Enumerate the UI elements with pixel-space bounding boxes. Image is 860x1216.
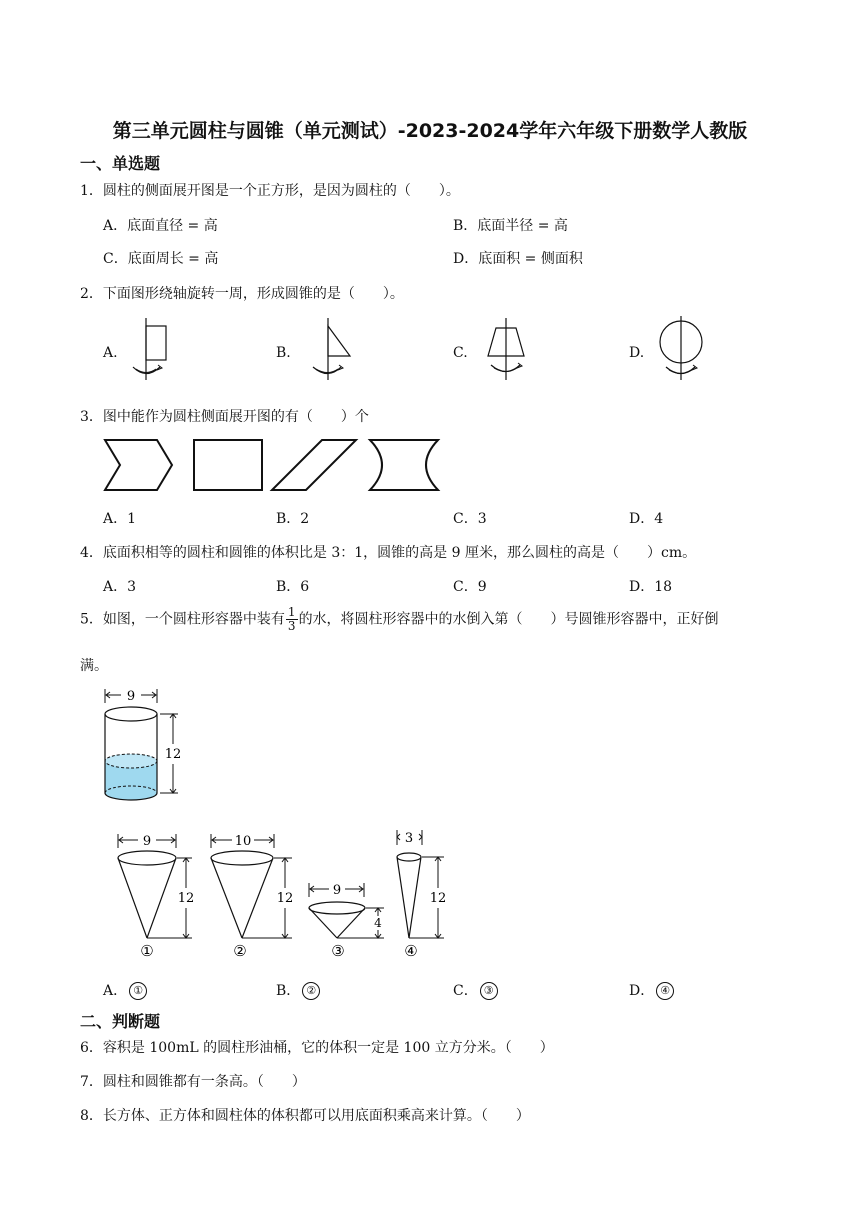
question-1-option-a: A．底面直径 = 高 bbox=[103, 218, 218, 234]
rectangle-rotation-figure bbox=[128, 316, 178, 384]
question-2-option-c: C. bbox=[453, 345, 468, 361]
cylinder-height-label: 12 bbox=[164, 747, 182, 762]
net-shapes-figure bbox=[100, 437, 445, 495]
cone-3 bbox=[309, 883, 384, 960]
question-2-option-d: D. bbox=[629, 345, 645, 361]
cone-2-number: ② bbox=[233, 942, 247, 960]
question-4-option-a: A．3 bbox=[103, 579, 137, 595]
question-6-stem: 6．容积是 100mL 的圆柱形油桶，它的体积一定是 100 立方分米。（ ） bbox=[80, 1040, 554, 1056]
question-3-option-d: D．4 bbox=[629, 511, 664, 527]
cone-4-height-label: 12 bbox=[429, 891, 447, 906]
cone-4-number: ④ bbox=[404, 942, 418, 960]
option-c-circle-number: ③ bbox=[480, 982, 498, 1000]
cone-1-number: ① bbox=[140, 942, 154, 960]
question-3-option-c: C．3 bbox=[453, 511, 487, 527]
question-1-option-b: B．底面半径 = 高 bbox=[453, 218, 568, 234]
circle-rotation-figure bbox=[654, 314, 714, 384]
cylinder-diameter-label: 9 bbox=[126, 689, 136, 704]
page-title: 第三单元圆柱与圆锥（单元测试）-2023-2024学年六年级下册数学人教版 bbox=[112, 120, 748, 142]
question-5-stem: 5．如图，一个圆柱形容器中装有 $\frac{1}{3}$ 的水，将圆柱形容器中的水倒入第（ ）号圆锥形容器中，正好倒 bbox=[80, 605, 719, 633]
question-4-option-d: D．18 bbox=[629, 579, 673, 595]
cones-figure bbox=[108, 828, 468, 963]
cone-3-number: ③ bbox=[331, 942, 345, 960]
section-heading-true-false: 二、判断题 bbox=[80, 1012, 161, 1031]
question-5-option-b: B． ② bbox=[276, 980, 320, 1000]
option-a-circle-number: ① bbox=[129, 982, 147, 1000]
question-2-stem: 2．下面图形绕轴旋转一周，形成圆锥的是（ ）。 bbox=[80, 286, 404, 302]
question-4-stem: 4．底面积相等的圆柱和圆锥的体积比是 3：1，圆锥的高是 9 厘米，那么圆柱的高是（ ）cm。 bbox=[80, 545, 697, 561]
cone-1-diameter-label: 9 bbox=[142, 834, 152, 849]
question-5-option-d: D． ④ bbox=[629, 980, 674, 1000]
question-1-stem: 1．圆柱的侧面展开图是一个正方形，是因为圆柱的（ ）。 bbox=[80, 183, 460, 199]
question-3-option-a: A．1 bbox=[103, 511, 137, 527]
cone-2 bbox=[211, 834, 293, 960]
question-1-option-c: C．底面周长 = 高 bbox=[103, 251, 219, 267]
cylinder-container-figure bbox=[96, 686, 196, 804]
question-4-option-c: C．9 bbox=[453, 579, 487, 595]
question-4-option-b: B．6 bbox=[276, 579, 310, 595]
question-3-stem: 3．图中能作为圆柱侧面展开图的有（ ）个 bbox=[80, 409, 369, 425]
option-b-circle-number: ② bbox=[302, 982, 320, 1000]
trapezoid-rotation-figure bbox=[476, 316, 536, 384]
question-2-option-a: A. bbox=[103, 345, 118, 361]
question-5-option-c: C． ③ bbox=[453, 980, 498, 1000]
question-7-stem: 7．圆柱和圆锥都有一条高。（ ） bbox=[80, 1074, 306, 1090]
fraction-one-third: $\frac{1}{3}$ bbox=[287, 605, 296, 633]
section-heading-single-choice: 一、单选题 bbox=[80, 154, 161, 173]
cone-2-height-label: 12 bbox=[276, 891, 294, 906]
cone-1-height-label: 12 bbox=[177, 891, 195, 906]
cone-4 bbox=[397, 830, 446, 960]
question-3-option-b: B．2 bbox=[276, 511, 310, 527]
option-d-circle-number: ④ bbox=[656, 982, 674, 1000]
question-5-stem-line2: 满。 bbox=[80, 658, 108, 674]
question-8-stem: 8．长方体、正方体和圆柱体的体积都可以用底面积乘高来计算。（ ） bbox=[80, 1108, 530, 1124]
cone-2-diameter-label: 10 bbox=[234, 834, 252, 849]
question-1-option-d: D．底面积 = 侧面积 bbox=[453, 251, 583, 267]
question-2-option-b: B. bbox=[276, 345, 291, 361]
cone-3-diameter-label: 9 bbox=[332, 883, 342, 898]
question-5-option-a: A． ① bbox=[103, 980, 147, 1000]
triangle-rotation-figure bbox=[303, 316, 358, 384]
cone-4-diameter-label: 3 bbox=[404, 831, 414, 846]
cone-3-height-label: 4 bbox=[374, 916, 382, 930]
cone-1 bbox=[118, 834, 194, 960]
